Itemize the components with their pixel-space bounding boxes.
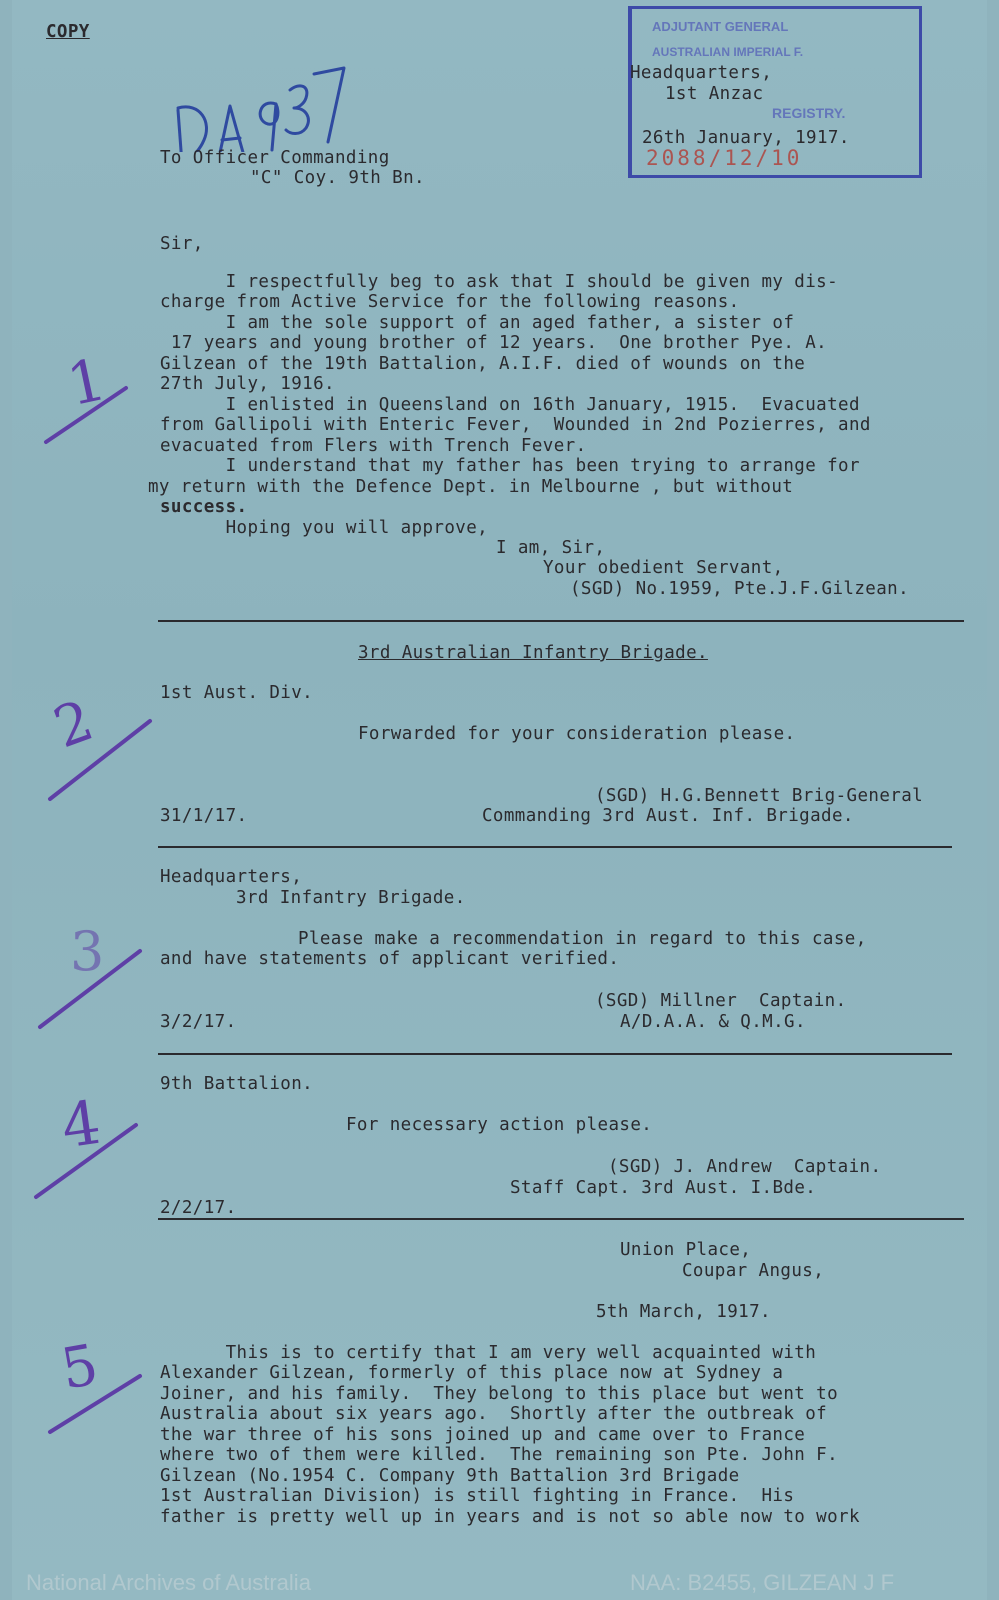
minute3-addressee-line2: 3rd Infantry Brigade. — [236, 888, 466, 908]
certificate-line: the war three of his sons joined up and came over to France — [160, 1425, 806, 1445]
letter-line: charge from Active Service for the following reasons. — [160, 292, 740, 312]
certificate-line: Australia about six years ago. Shortly after the outbreak of — [160, 1404, 828, 1424]
letter-line: from Gallipoli with Enteric Fever, Wounded in 2nd Pozierres, and — [160, 415, 871, 435]
header-line2: 1st Anzac — [665, 84, 764, 104]
letter-line: evacuated from Flers with Trench Fever. — [160, 436, 587, 456]
certificate-line: father is pretty well up in years and is not so able now to work — [160, 1507, 860, 1527]
minute2-addressee: 1st Aust. Div. — [160, 683, 314, 703]
letter5-date: 5th March, 1917. — [596, 1302, 771, 1322]
letter-line: I respectfully beg to ask that I should be given my dis- — [160, 272, 839, 292]
certificate-line: Gilzean (No.1954 C. Company 9th Battalion 3rd Brigade — [160, 1466, 740, 1486]
divider — [158, 846, 952, 848]
letter-line: success. — [160, 497, 248, 517]
minute4-signature: (SGD) J. Andrew Captain. — [608, 1157, 882, 1177]
letter5-address-line1: Union Place, — [620, 1240, 752, 1260]
letter-line: my return with the Defence Dept. in Melbourne , but without — [148, 477, 794, 497]
divider — [158, 1218, 964, 1220]
archive-reference: NAA: B2455, GILZEAN J F — [630, 1570, 895, 1595]
margin-slash-3 — [36, 945, 146, 1035]
margin-slash-1 — [42, 380, 132, 450]
handwritten-reference-mark — [160, 32, 360, 152]
minute3-signature: (SGD) Millner Captain. — [595, 991, 847, 1011]
minute4-addressee: 9th Battalion. — [160, 1074, 314, 1094]
minute3-body-line1: Please make a recommendation in regard to this case, — [298, 929, 867, 949]
minute3-signature-title: A/D.A.A. & Q.M.G. — [620, 1012, 806, 1032]
letter5-address-line2: Coupar Angus, — [682, 1261, 825, 1281]
letter-line: 27th July, 1916. — [160, 374, 335, 394]
margin-number-1: 1 — [61, 344, 112, 420]
letter1-signature: (SGD) No.1959, Pte.J.F.Gilzean. — [570, 579, 910, 599]
minute2-body: Forwarded for your consideration please. — [358, 724, 796, 744]
minute2-heading: 3rd Australian Infantry Brigade. — [358, 643, 708, 663]
letter-line: 17 years and young brother of 12 years. One brother Pye. A. — [160, 333, 828, 353]
certificate-line: Alexander Gilzean, formerly of this place now at Sydney a — [160, 1363, 784, 1383]
certificate-line: This is to certify that I am very well acquainted with — [160, 1343, 817, 1363]
header-date: 26th January, 1917. — [642, 128, 850, 148]
minute4-body: For necessary action please. — [346, 1115, 653, 1135]
closing-line1: I am, Sir, — [496, 538, 606, 558]
minute2-signature: (SGD) H.G.Bennett Brig-General — [595, 786, 924, 806]
minute3-body-line2: and have statements of applicant verified. — [160, 949, 620, 969]
copy-label: COPY — [46, 22, 90, 42]
salutation: Sir, — [160, 234, 204, 254]
margin-number-4: 4 — [57, 1087, 106, 1163]
registry-stamp: ADJUTANT GENERAL AUSTRALIAN IMPERIAL F. REGISTRY. — [628, 6, 922, 178]
certificate-line: where two of them were killed. The remaining son Pte. John F. — [160, 1445, 839, 1465]
minute3-addressee-line1: Headquarters, — [160, 867, 303, 887]
archive-credit: National Archives of Australia — [26, 1570, 311, 1595]
certificate-line: 1st Australian Division) is still fighting in France. His — [160, 1486, 795, 1506]
minute4-date: 2/2/17. — [160, 1198, 237, 1218]
minute2-date: 31/1/17. — [160, 806, 248, 826]
minute2-signature-title: Commanding 3rd Aust. Inf. Brigade. — [482, 806, 854, 826]
registry-number: 2088/12/10 — [646, 146, 803, 170]
letter-line: I understand that my father has been trying to arrange for — [160, 456, 860, 476]
margin-number-2: 2 — [45, 687, 102, 762]
margin-slash-5 — [46, 1370, 146, 1440]
minute3-date: 3/2/17. — [160, 1012, 237, 1032]
letter-line: I enlisted in Queensland on 16th January, 1915. Evacuated — [160, 395, 860, 415]
header-line1: Headquarters, — [630, 63, 773, 83]
letter-line: Hoping you will approve, — [160, 518, 489, 538]
closing-line2: Your obedient Servant, — [543, 558, 784, 578]
letter-line: Gilzean of the 19th Battalion, A.I.F. died of wounds on the — [160, 354, 806, 374]
margin-slash-4 — [32, 1115, 142, 1205]
margin-number-5: 5 — [56, 1332, 104, 1403]
letter-line: I am the sole support of an aged father, a sister of — [160, 313, 795, 333]
minute4-signature-title: Staff Capt. 3rd Aust. I.Bde. — [510, 1178, 817, 1198]
margin-number-3: 3 — [70, 920, 105, 983]
divider — [158, 1053, 952, 1055]
addressee-line2: "C" Coy. 9th Bn. — [250, 168, 425, 188]
certificate-line: Joiner, and his family. They belong to this place but went to — [160, 1384, 839, 1404]
margin-slash-2 — [46, 715, 156, 805]
addressee-line1: To Officer Commanding — [160, 148, 390, 168]
divider — [158, 620, 964, 622]
